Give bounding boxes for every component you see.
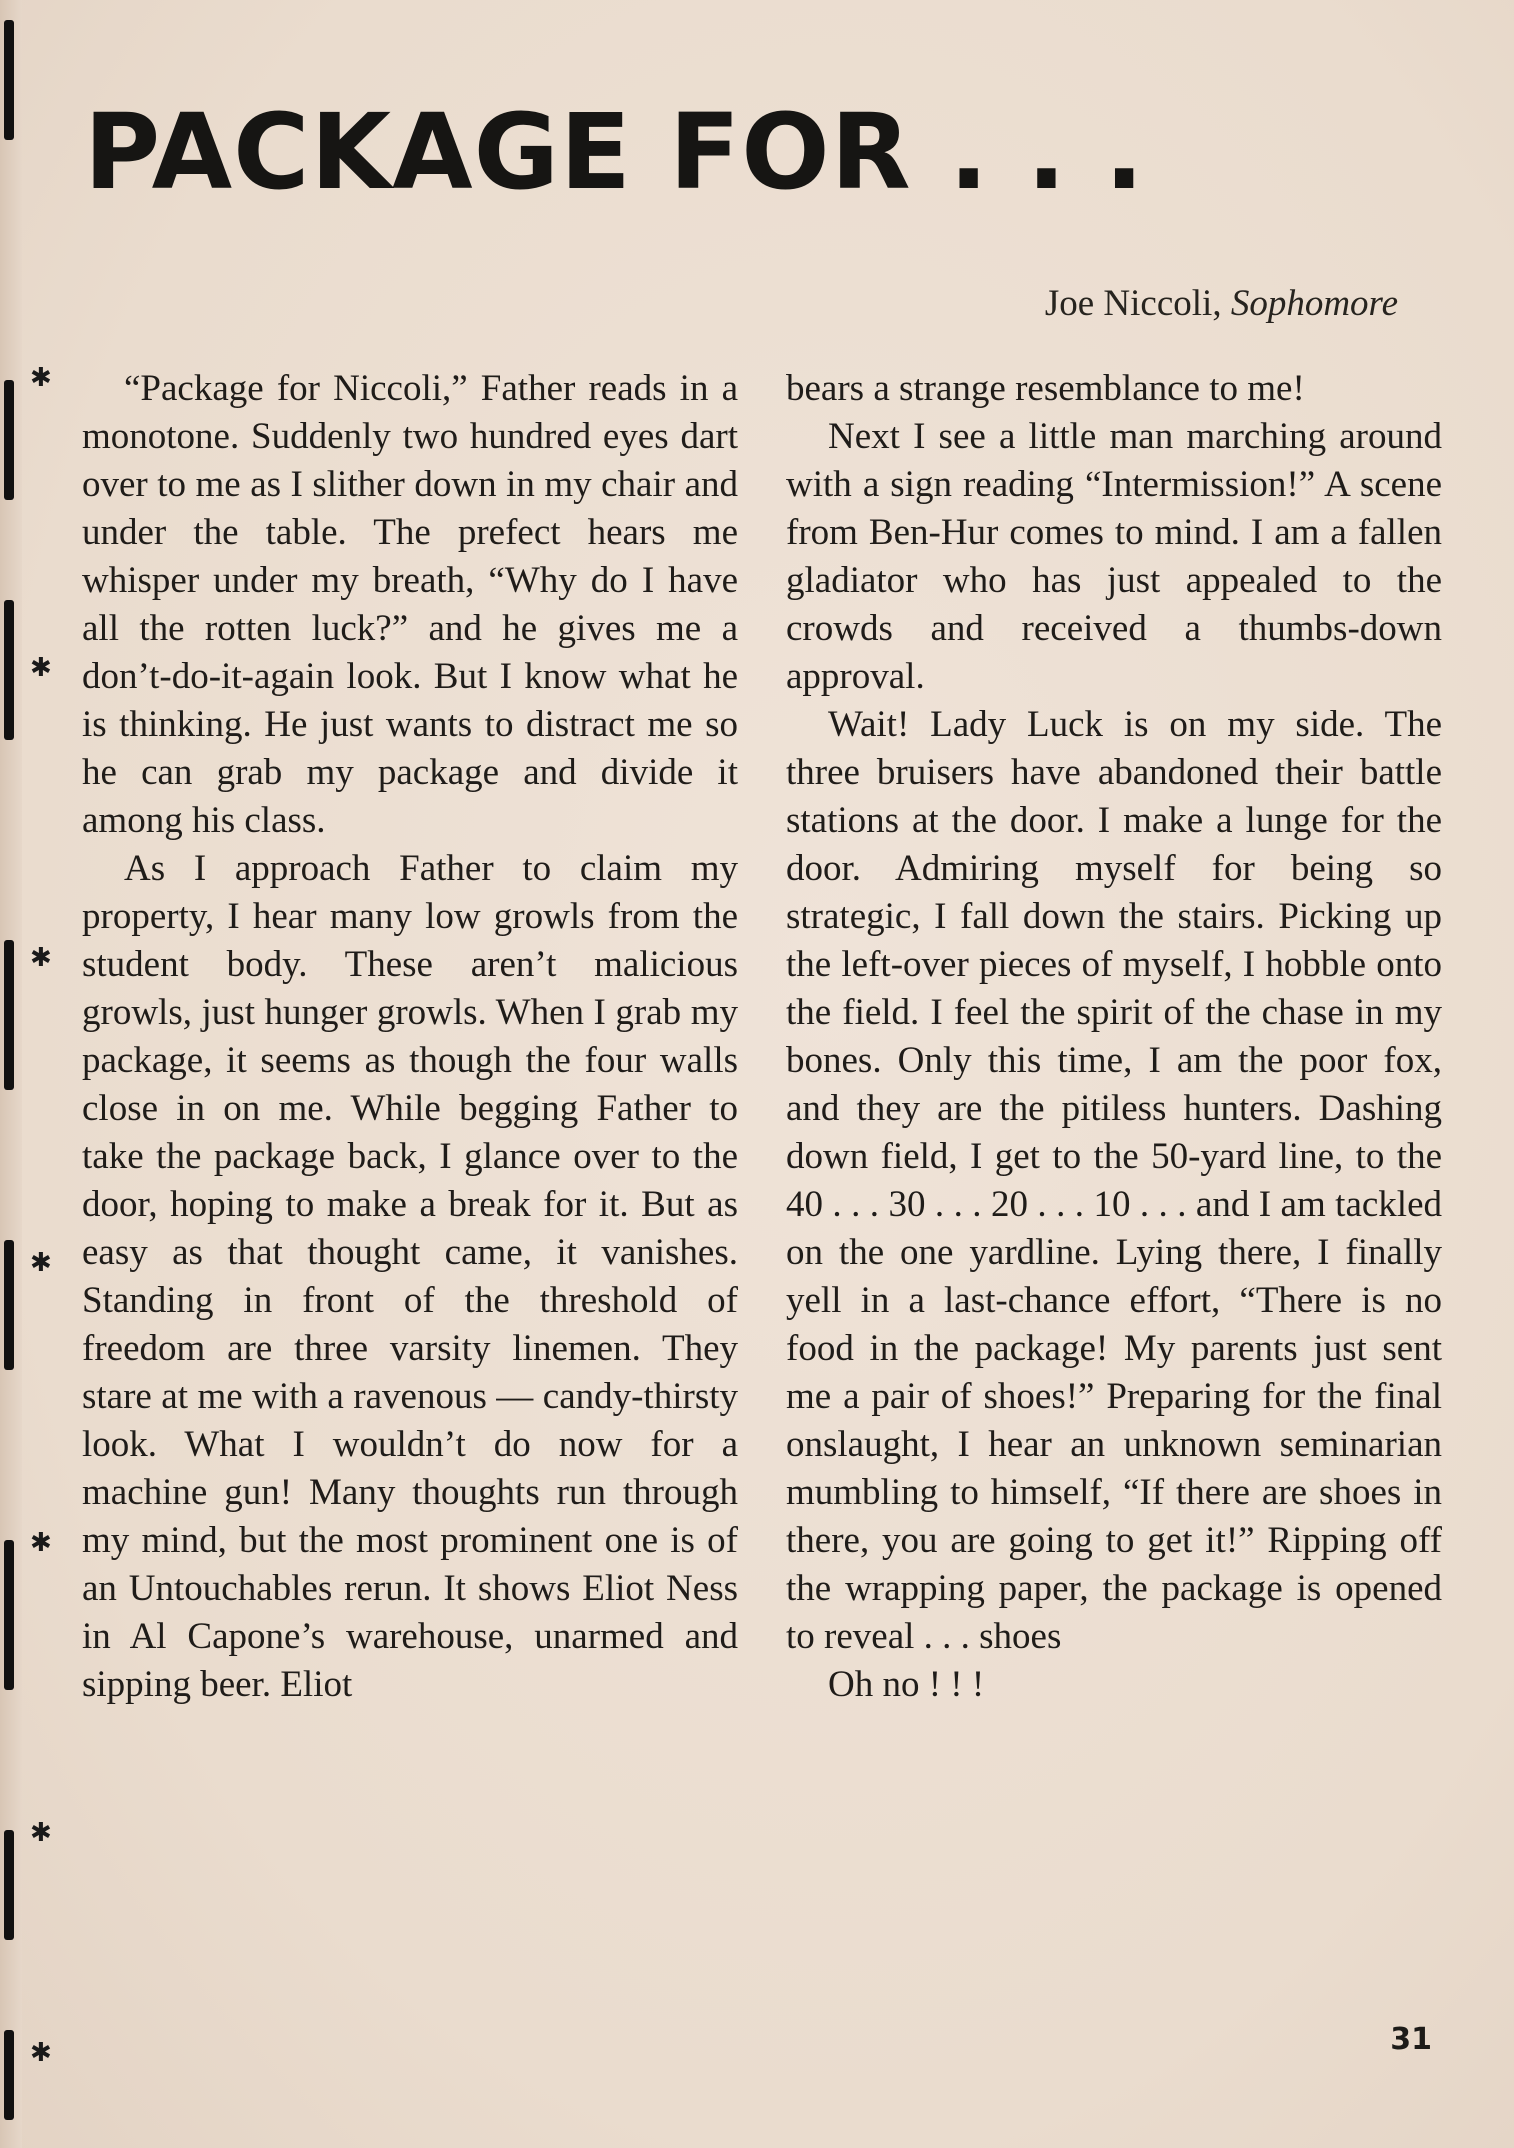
byline — [1045, 282, 1398, 325]
margin-tear-mark: ✱ — [30, 653, 52, 682]
left-column — [82, 365, 738, 1709]
binding-mark — [4, 380, 14, 500]
paragraph-closing: Oh no ! ! ! — [828, 1664, 985, 1705]
margin-tear-mark: ✱ — [30, 943, 52, 972]
binding-mark — [4, 1830, 14, 1940]
author-role: Sophomore — [1230, 283, 1398, 324]
binding-mark — [4, 600, 14, 740]
paragraph: Wait! Lady Luck is on my side. The three bruisers have abandoned their battle stations at the door. I make a lunge for the door. Admiring myself for being so strategic, I fall down the stairs. Picking up the left-over pieces of myself, I hobble onto the field. I feel the spirit of the chase in my bones. Only this time, I am the poor fox, and they are the pitiless hunters. Dashing down field, I get to the 50-yard line, to the 40 . . . 30 . . . 20 . . . 10 . . . and I am tackled on the one yardline. Lying there, I finally yell in a last-chance effort, “There is no food in the package! My parents just sent me a pair of shoes!” Preparing for the final onslaught, I hear an unknown seminarian mumbling to himself, “If there are shoes in there, you are going to get it!” Ripping off the wrapping paper, the package is opened to reveal . . . shoes — [786, 704, 1442, 1657]
binding-mark — [4, 20, 14, 140]
article-title: PACKAGE FOR . . . — [84, 91, 1145, 213]
margin-tear-mark: ✱ — [30, 2038, 52, 2067]
paragraph: “Package for Niccoli,” Father reads in a monotone. Suddenly two hundred eyes dart over to me as I slither down in my chair and under the table. The prefect hears me whisper under my breath, “Why do I have all the rotten luck?” and he gives me a don’t-do-it-again look. But I know what he is thinking. He just wants to distract me so he can grab my package and divide it among his class. — [82, 368, 738, 841]
paragraph: Next I see a little man marching around with a sign reading “Intermission!” A scene from Ben-Hur comes to mind. I am a fallen gladiator who has just appealed to the crowds and received a thumbs-down approval. — [786, 416, 1442, 697]
binding-mark — [4, 940, 14, 1090]
margin-tear-mark: ✱ — [30, 1528, 52, 1557]
paragraph: As I approach Father to claim my property, I hear many low growls from the student body. These aren’t malicious growls, just hunger growls. When I grab my package, it seems as though the four walls close in on me. While begging Father to take the package back, I glance over to the door, hoping to make a break for it. But as easy as that thought came, it vanishes. Standing in front of the threshold of freedom are three varsity linemen. They stare at me with a ravenous — candy-thirsty look. What I wouldn’t do now for a machine gun! Many thoughts run through my mind, but the most prominent one is of an Untouchables rerun. It shows Eliot Ness in Al Capone’s warehouse, unarmed and sipping beer. Eliot — [82, 848, 738, 1705]
binding-mark — [4, 1540, 14, 1690]
binding-mark — [4, 1240, 14, 1370]
margin-tear-mark: ✱ — [30, 1248, 52, 1277]
author-name: Joe Niccoli, — [1044, 283, 1222, 324]
margin-tear-mark: ✱ — [30, 1818, 52, 1847]
paragraph-continuation: bears a strange resemblance to me! — [786, 368, 1305, 409]
binding-edge — [0, 0, 22, 2148]
margin-tear-mark: ✱ — [30, 363, 52, 392]
binding-mark — [4, 2030, 14, 2120]
page-number: 31 — [1390, 2022, 1432, 2057]
right-column — [786, 365, 1442, 1709]
